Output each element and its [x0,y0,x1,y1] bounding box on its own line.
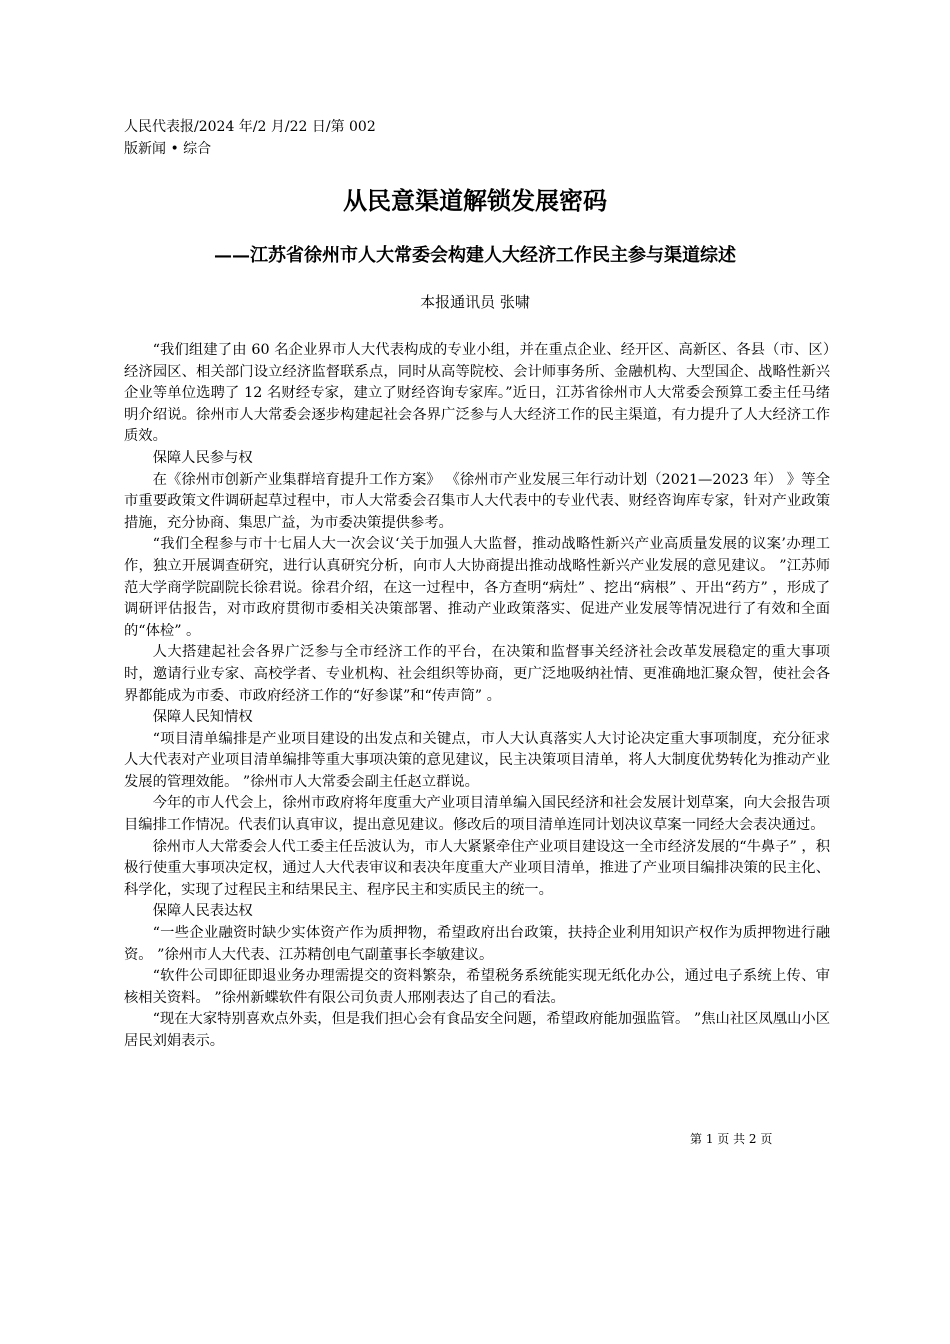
article-title: 从民意渠道解锁发展密码 [343,186,607,215]
source-line-1: 人民代表报/2024 年/2 月/22 日/第 002 [124,119,376,135]
article-subtitle: ——江苏省徐州市人大常委会构建人大经济工作民主参与渠道综述 [214,245,736,266]
article-byline: 本报通讯员 张啸 [420,293,530,311]
source-line-2: 版新闻 • 综合 [124,141,212,157]
section-heading: 保障人民参与权 [152,449,253,466]
paragraph: 徐州市人大常委会人代工委主任岳波认为，市人大紧紧牵住产业项目建设这一全市经济发展的“牛鼻子” ，积极行使重大事项决定权，通过人大代表审议和表决年度重大产业项目清单，推进了产业项目编排决策的民主化、科学化，实现了过程民主和结果民主、程序民主和实质民主的统一。 [124,838,830,898]
article-body [124,340,830,1053]
section-heading: 保障人民表达权 [152,903,253,920]
paragraph: “项目清单编排是产业项目建设的出发点和关键点，市人大认真落实人大讨论决定重大事项制度，充分征求人大代表对产业项目清单编排等重大事项决策的意见建议，民主决策项目清单，将人大制度优势转化为推动产业发展的管理效能。 ”徐州市人大常委会副主任赵立群说。 [124,730,830,790]
paragraph: “一些企业融资时缺少实体资产作为质押物，希望政府出台政策，扶持企业利用知识产权作为质押物进行融资。 ”徐州市人大代表、江苏精创电气副董事长李敏建议。 [124,925,830,963]
paragraph: 在《徐州市创新产业集群培育提升工作方案》 《徐州市产业发展三年行动计划（2021—2023 年） 》等全市重要政策文件调研起草过程中，市人大常委会召集市人大代表中的专业代表、财经咨询库专家，针对产业政策措施，充分协商、集思广益，为市委决策提供参考。 [124,471,830,531]
paragraph: 今年的市人代会上，徐州市政府将年度重大产业项目清单编入国民经济和社会发展计划草案，向大会报告项目编排工作情况。代表们认真审议，提出意见建议。修改后的项目清单连同计划决议草案一同经大会表决通过。 [124,795,830,834]
paragraph: “软件公司即征即退业务办理需提交的资料繁杂，希望税务系统能实现无纸化办公，通过电子系统上传、审核相关资料。 ”徐州新蝶软件有限公司负责人邢刚表达了自己的看法。 [124,968,830,1006]
source-info [124,116,424,160]
paragraph: 人大搭建起社会各界广泛参与全市经济工作的平台，在决策和监督事关经济社会改革发展稳定的重大事项时，邀请行业专家、高校学者、专业机构、社会组织等协商，更广泛地吸纳社情、更准确地汇聚众智，使社会各界都能成为市委、市政府经济工作的“好参谋”和“传声筒” 。 [124,644,830,704]
paragraph: “现在大家特别喜欢点外卖，但是我们担心会有食品安全问题，希望政府能加强监管。 ”焦山社区凤凰山小区居民刘娟表示。 [124,1011,830,1049]
paragraph: “我们组建了由 60 名企业界市人大代表构成的专业小组，并在重点企业、经开区、高新区、各县（市、区）经济园区、相关部门设立经济监督联系点，同时从高等院校、会计师事务所、金融机构、大型国企、战略性新兴企业等单位选聘了 12 名财经专家，建立了财经咨询专家库。”近日，江苏省徐州市人大常委会预算工委主任马绪明介绍说。徐州市人大常委会逐步构建起社会各界广泛参与人大经济工作的民主渠道，有力提升了人大经济工作质效。 [124,342,830,445]
paragraph: “我们全程参与市十七届人大一次会议‘关于加强人大监督，推动战略性新兴产业高质量发展的议案’办理工作，独立开展调查研究，进行认真研究分析，向市人大协商提出推动战略性新兴产业发展的意见建议。 ”江苏师范大学商学院副院长徐君说。徐君介绍，在这一过程中，各方查明“病灶” 、挖出“病根” 、开出“药方” ，形成了调研评估报告，对市政府贯彻市委相关决策部署、推动产业政策落实、促进产业发展等情况进行了有效和全面的“体检” 。 [124,536,830,639]
page-number: 第 1 页 共 2 页 [690,1132,773,1146]
section-heading: 保障人民知情权 [152,709,253,726]
